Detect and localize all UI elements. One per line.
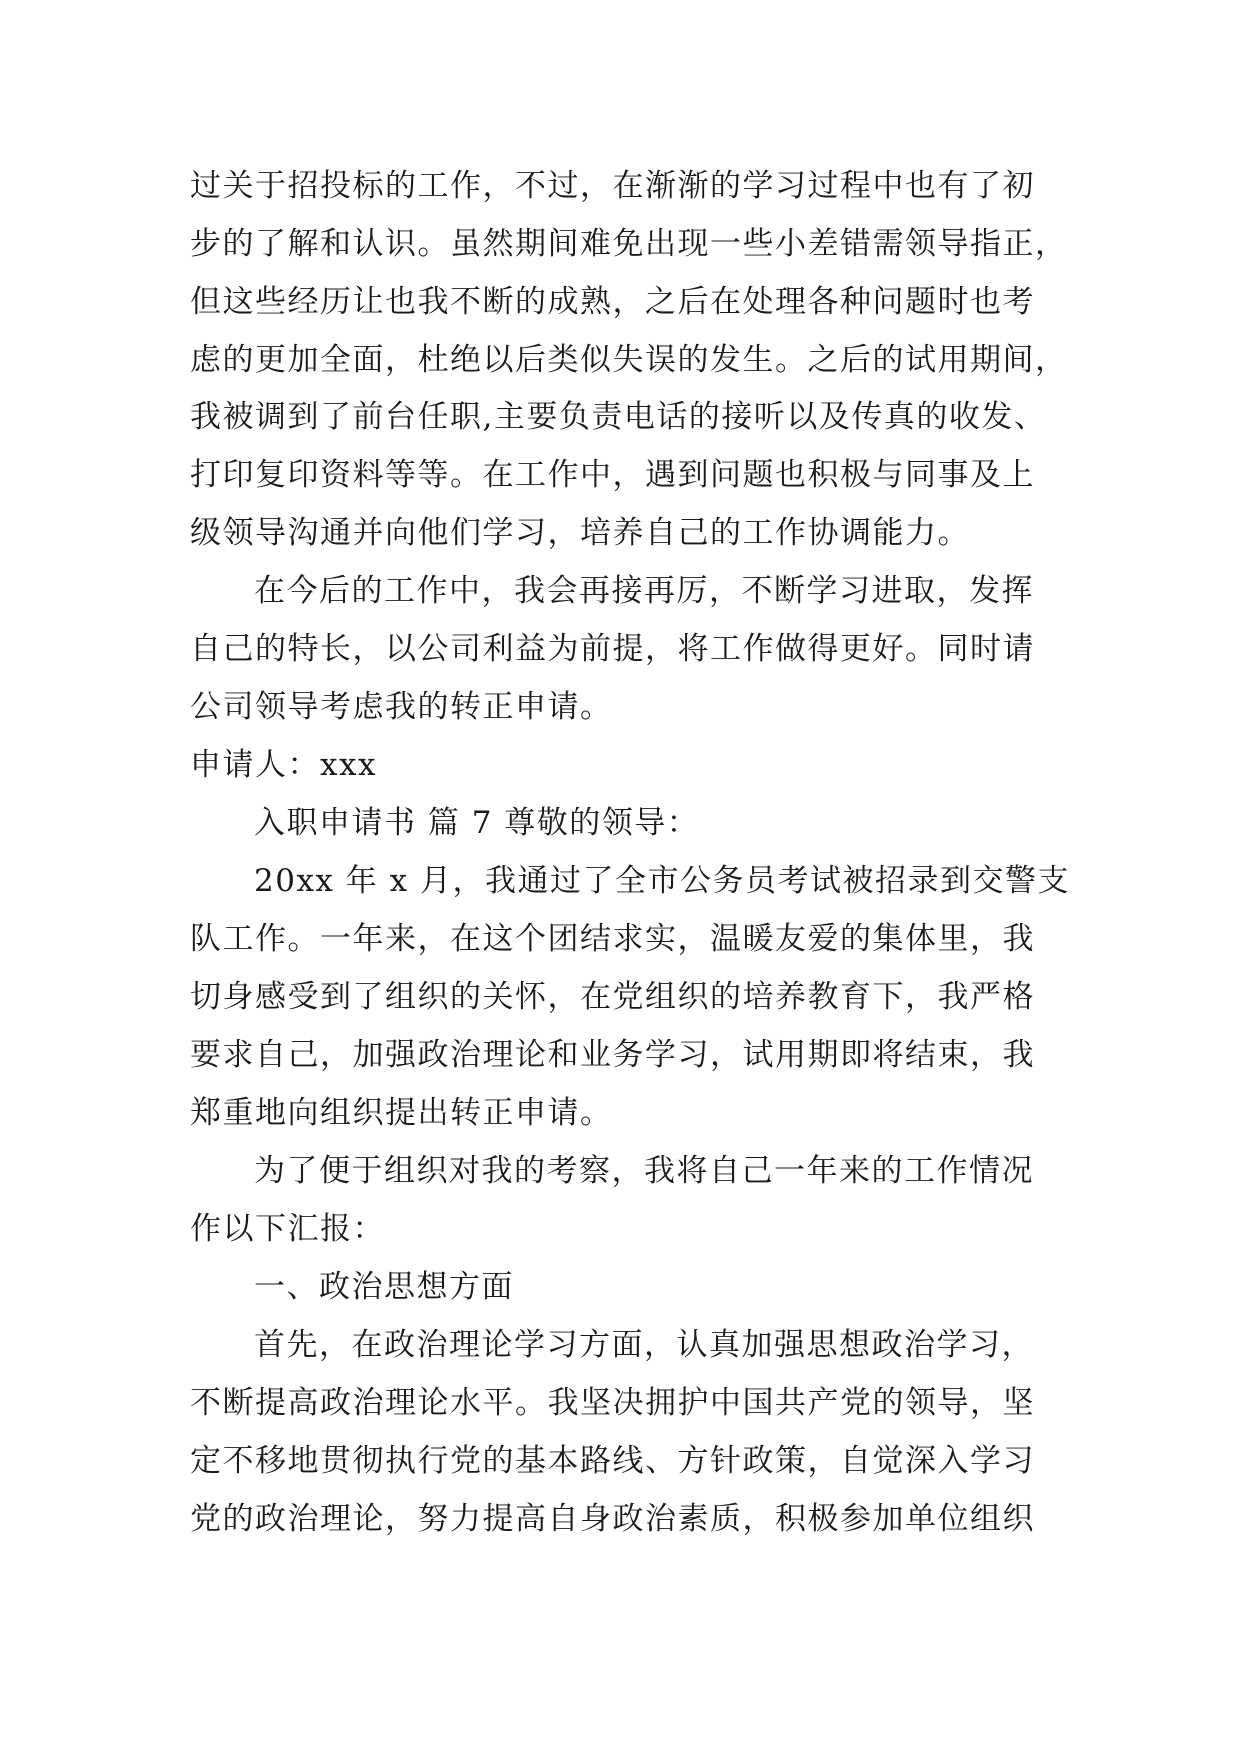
paragraph-start-line: 首先，在政治理论学习方面，认真加强思想政治学习， xyxy=(254,1327,1034,1363)
text-line: 作以下汇报： xyxy=(190,1211,385,1247)
text-line: 过关于招投标的工作，不过，在渐渐的学习过程中也有了初 xyxy=(190,168,1035,204)
text-line: 但这些经历让也我不断的成熟，之后在处理各种问题时也考 xyxy=(190,284,1035,320)
text-line: 党的政治理论，努力提高自身政治素质，积极参加单位组织 xyxy=(190,1501,1035,1537)
text-line: 自己的特长，以公司利益为前提，将工作做得更好。同时请 xyxy=(190,631,1035,667)
text-line: 不断提高政治理论水平。我坚决拥护中国共产党的领导，坚 xyxy=(190,1385,1035,1421)
text-line: 定不移地贯彻执行党的基本路线、方针政策，自觉深入学习 xyxy=(190,1443,1035,1479)
text-line: 步的了解和认识。虽然期间难免出现一些小差错需领导指正， xyxy=(190,226,1068,262)
paragraph-start-line: 为了便于组织对我的考察，我将自己一年来的工作情况 xyxy=(254,1153,1034,1189)
text-line: 公司领导考虑我的转正申请。 xyxy=(190,689,613,725)
text-line: 打印复印资料等等。在工作中，遇到问题也积极与同事及上 xyxy=(190,457,1035,493)
text-line: 郑重地向组织提出转正申请。 xyxy=(190,1095,613,1131)
text-line: 级领导沟通并向他们学习，培养自己的工作协调能力。 xyxy=(190,515,970,551)
text-line: 队工作。一年来，在这个团结求实，温暖友爱的集体里，我 xyxy=(190,921,1035,957)
paragraph-start-line: 20xx 年 x 月，我通过了全市公务员考试被招录到交警支 xyxy=(254,863,1070,899)
paragraph-start-line: 在今后的工作中，我会再接再厉，不断学习进取，发挥 xyxy=(254,573,1034,609)
section-heading-line: 入职申请书 篇 7 尊敬的领导： xyxy=(254,805,700,841)
text-line: 切身感受到了组织的关怀，在党组织的培养教育下，我严格 xyxy=(190,979,1035,1015)
text-line: 我被调到了前台任职,主要负责电话的接听以及传真的收发、 xyxy=(190,399,1047,435)
subsection-heading: 一、政治思想方面 xyxy=(254,1269,514,1305)
applicant-line: 申请人：xxx xyxy=(190,747,377,783)
text-line: 虑的更加全面，杜绝以后类似失误的发生。之后的试用期间， xyxy=(190,342,1068,378)
text-line: 要求自己，加强政治理论和业务学习，试用期即将结束，我 xyxy=(190,1037,1035,1073)
